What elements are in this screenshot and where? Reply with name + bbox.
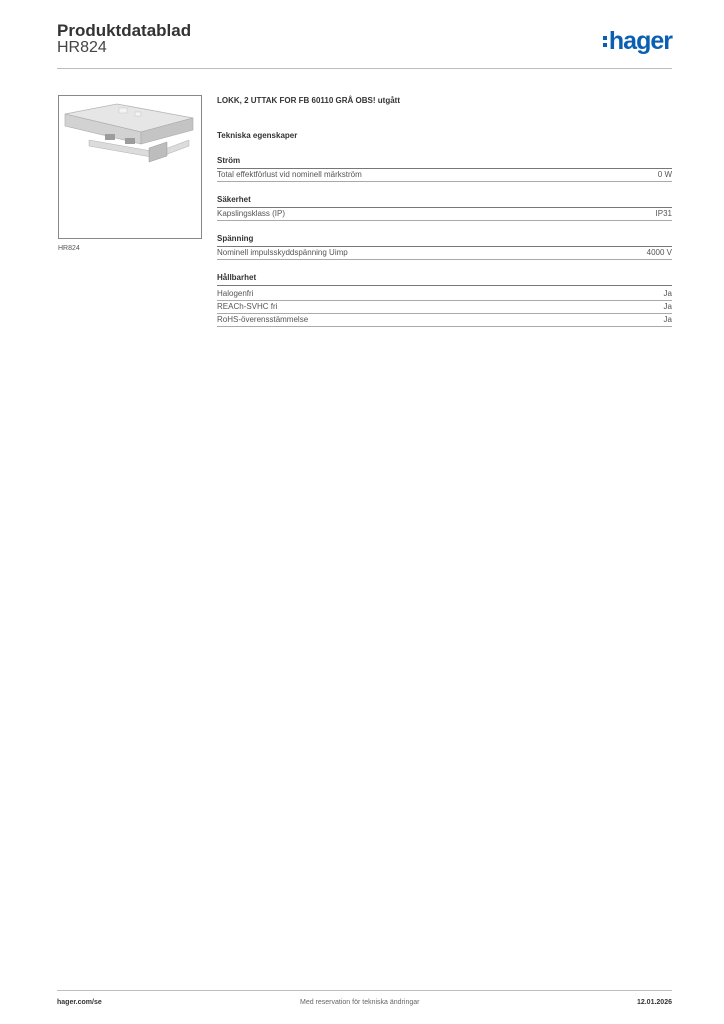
- hager-logo: [603, 28, 672, 54]
- group-spanning: [217, 234, 672, 260]
- page-title: Produktdatablad: [57, 21, 192, 40]
- row-value: IP31: [655, 209, 672, 218]
- row-label: Halogenfri: [217, 289, 254, 298]
- footer-date: 12.01.2026: [636, 999, 672, 1006]
- table-row: [217, 314, 672, 327]
- row-label: Total effektförlust vid nominell märkström: [217, 170, 362, 179]
- row-value: 0 W: [657, 170, 672, 179]
- footer-website: hager.com/se: [57, 999, 102, 1006]
- table-row: [217, 288, 672, 301]
- row-label: RoHS-överensstämmelse: [217, 315, 309, 324]
- product-illustration-icon: [59, 96, 201, 238]
- group-title: Hållbarhet: [217, 273, 672, 286]
- group-sakerhet: [217, 195, 672, 221]
- row-label: REACh-SVHC fri: [217, 302, 278, 311]
- row-value: 4000 V: [646, 248, 672, 257]
- row-label: Kapslingsklass (IP): [217, 209, 286, 218]
- footer-disclaimer: Med reservation för tekniska ändringar: [300, 999, 420, 1006]
- logo-dots-icon: [603, 36, 607, 47]
- footer-divider: [57, 990, 672, 991]
- group-strom: [217, 156, 672, 182]
- logo-text: hager: [608, 27, 672, 55]
- row-label: Nominell impulsskyddspänning Uimp: [217, 248, 348, 257]
- group-title: Säkerhet: [217, 195, 672, 208]
- group-hallbarhet: [217, 273, 672, 327]
- group-title: Ström: [217, 156, 672, 169]
- product-image: [58, 95, 202, 239]
- table-row: [217, 208, 672, 221]
- table-row: [217, 247, 672, 260]
- row-value: Ja: [663, 289, 672, 298]
- header-divider: [57, 68, 672, 69]
- main-content: [217, 96, 672, 327]
- table-row: [217, 301, 672, 314]
- section-heading: Tekniska egenskaper: [217, 131, 298, 140]
- image-caption: HR824: [58, 245, 80, 252]
- product-description: LOKK, 2 UTTAK FOR FB 60110 GRÅ OBS! utgått: [217, 96, 400, 105]
- row-value: Ja: [663, 302, 672, 311]
- product-code: HR824: [57, 39, 107, 56]
- row-value: Ja: [663, 315, 672, 324]
- group-title: Spänning: [217, 234, 672, 247]
- table-row: [217, 169, 672, 182]
- property-groups: [217, 156, 672, 327]
